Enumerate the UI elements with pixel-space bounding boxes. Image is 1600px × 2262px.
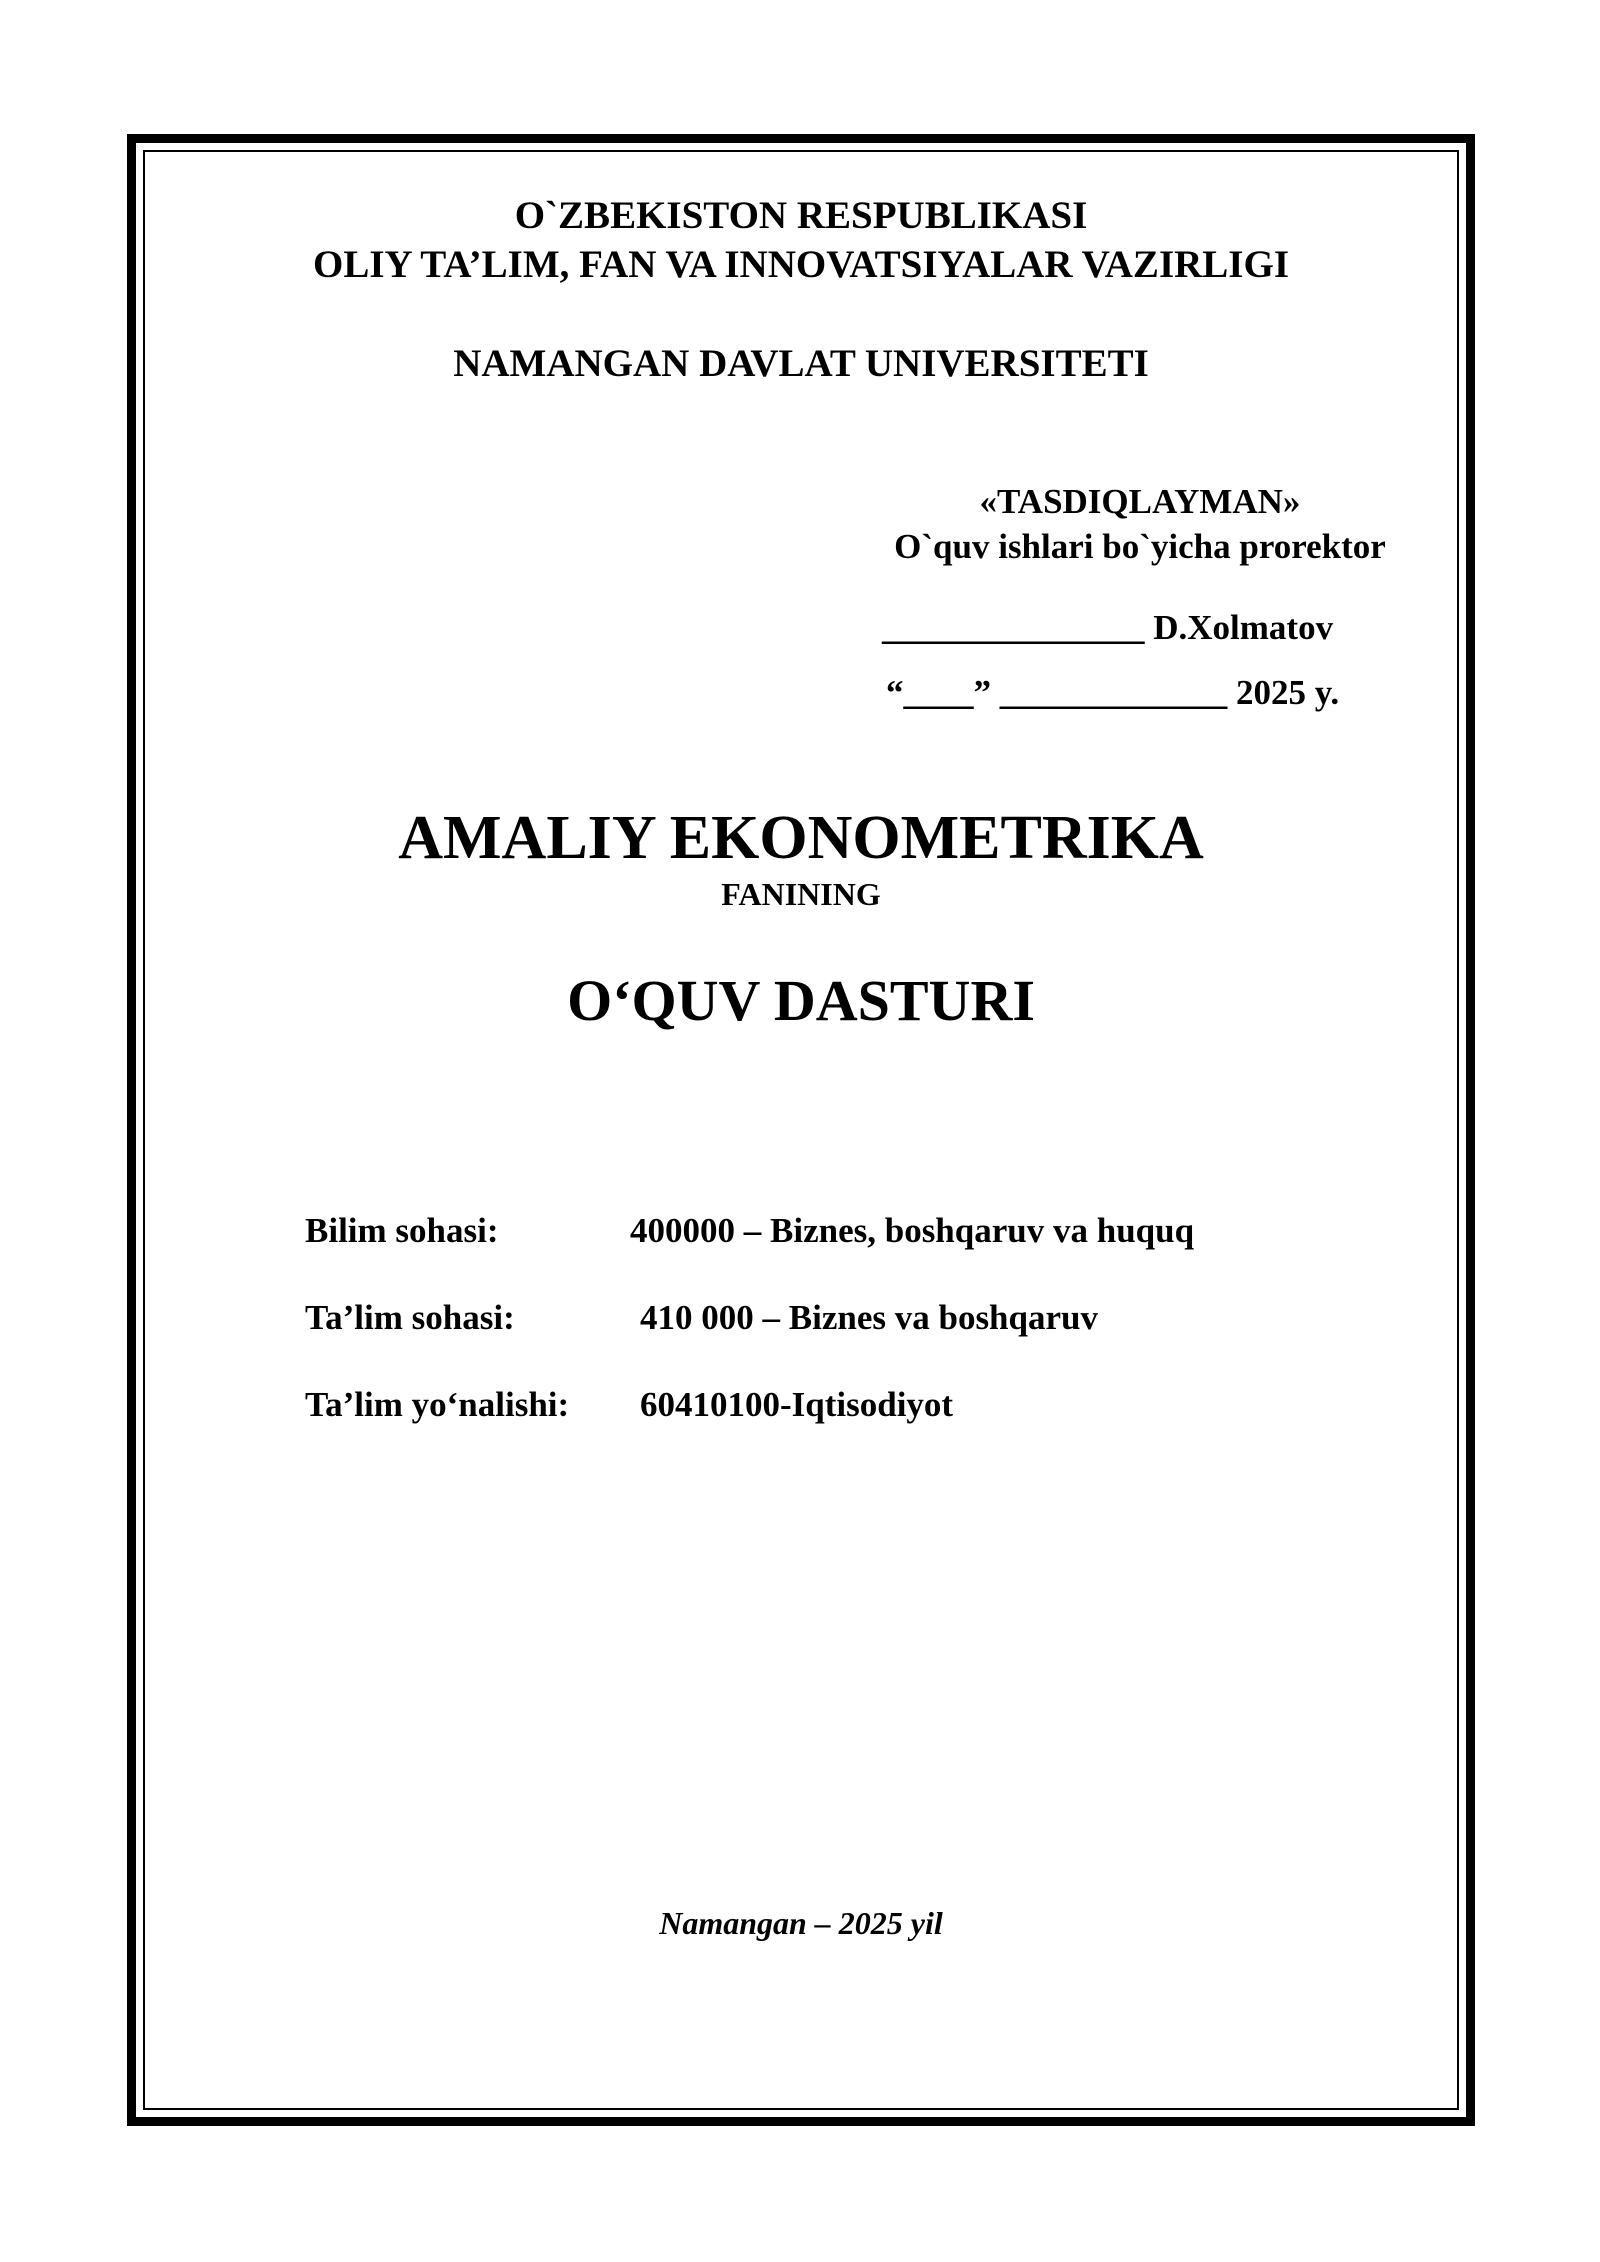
approval-position: O`quv ishlari bo`yicha prorektor (894, 527, 1386, 566)
info-label-talim-yonalishi: Ta’lim yo‘nalishi: (305, 1385, 570, 1424)
info-label-bilim-sohasi: Bilim sohasi: (305, 1211, 499, 1250)
page-border (127, 134, 1475, 2126)
approval-date-line: “____” _____________ 2025 y. (886, 673, 1340, 712)
subject-name: AMALIY EKONOMETRIKA (398, 804, 1204, 872)
footer-place-year: Namangan – 2025 yil (659, 1905, 943, 1941)
info-value-talim-yonalishi: 60410100-Iqtisodiyot (640, 1385, 954, 1424)
approval-signature-line: _______________ D.Xolmatov (882, 608, 1334, 647)
approval-title: «TASDIQLAYMAN» (979, 482, 1301, 521)
header-republic: O`ZBEKISTON RESPUBLIKASI (514, 194, 1088, 237)
subject-suffix: FANINING (721, 876, 881, 912)
page-border-inner (143, 150, 1459, 2110)
info-value-bilim-sohasi: 400000 – Biznes, boshqaruv va huquq (630, 1211, 1195, 1250)
document-title: O‘QUV DASTURI (567, 968, 1035, 1033)
info-label-talim-sohasi: Ta’lim sohasi: (305, 1298, 515, 1337)
info-value-talim-sohasi: 410 000 – Biznes va boshqaruv (640, 1298, 1098, 1337)
header-ministry: OLIY TA’LIM, FAN VA INNOVATSIYALAR VAZIRLIGI (313, 243, 1289, 286)
header-university: NAMANGAN DAVLAT UNIVERSITETI (453, 342, 1149, 385)
